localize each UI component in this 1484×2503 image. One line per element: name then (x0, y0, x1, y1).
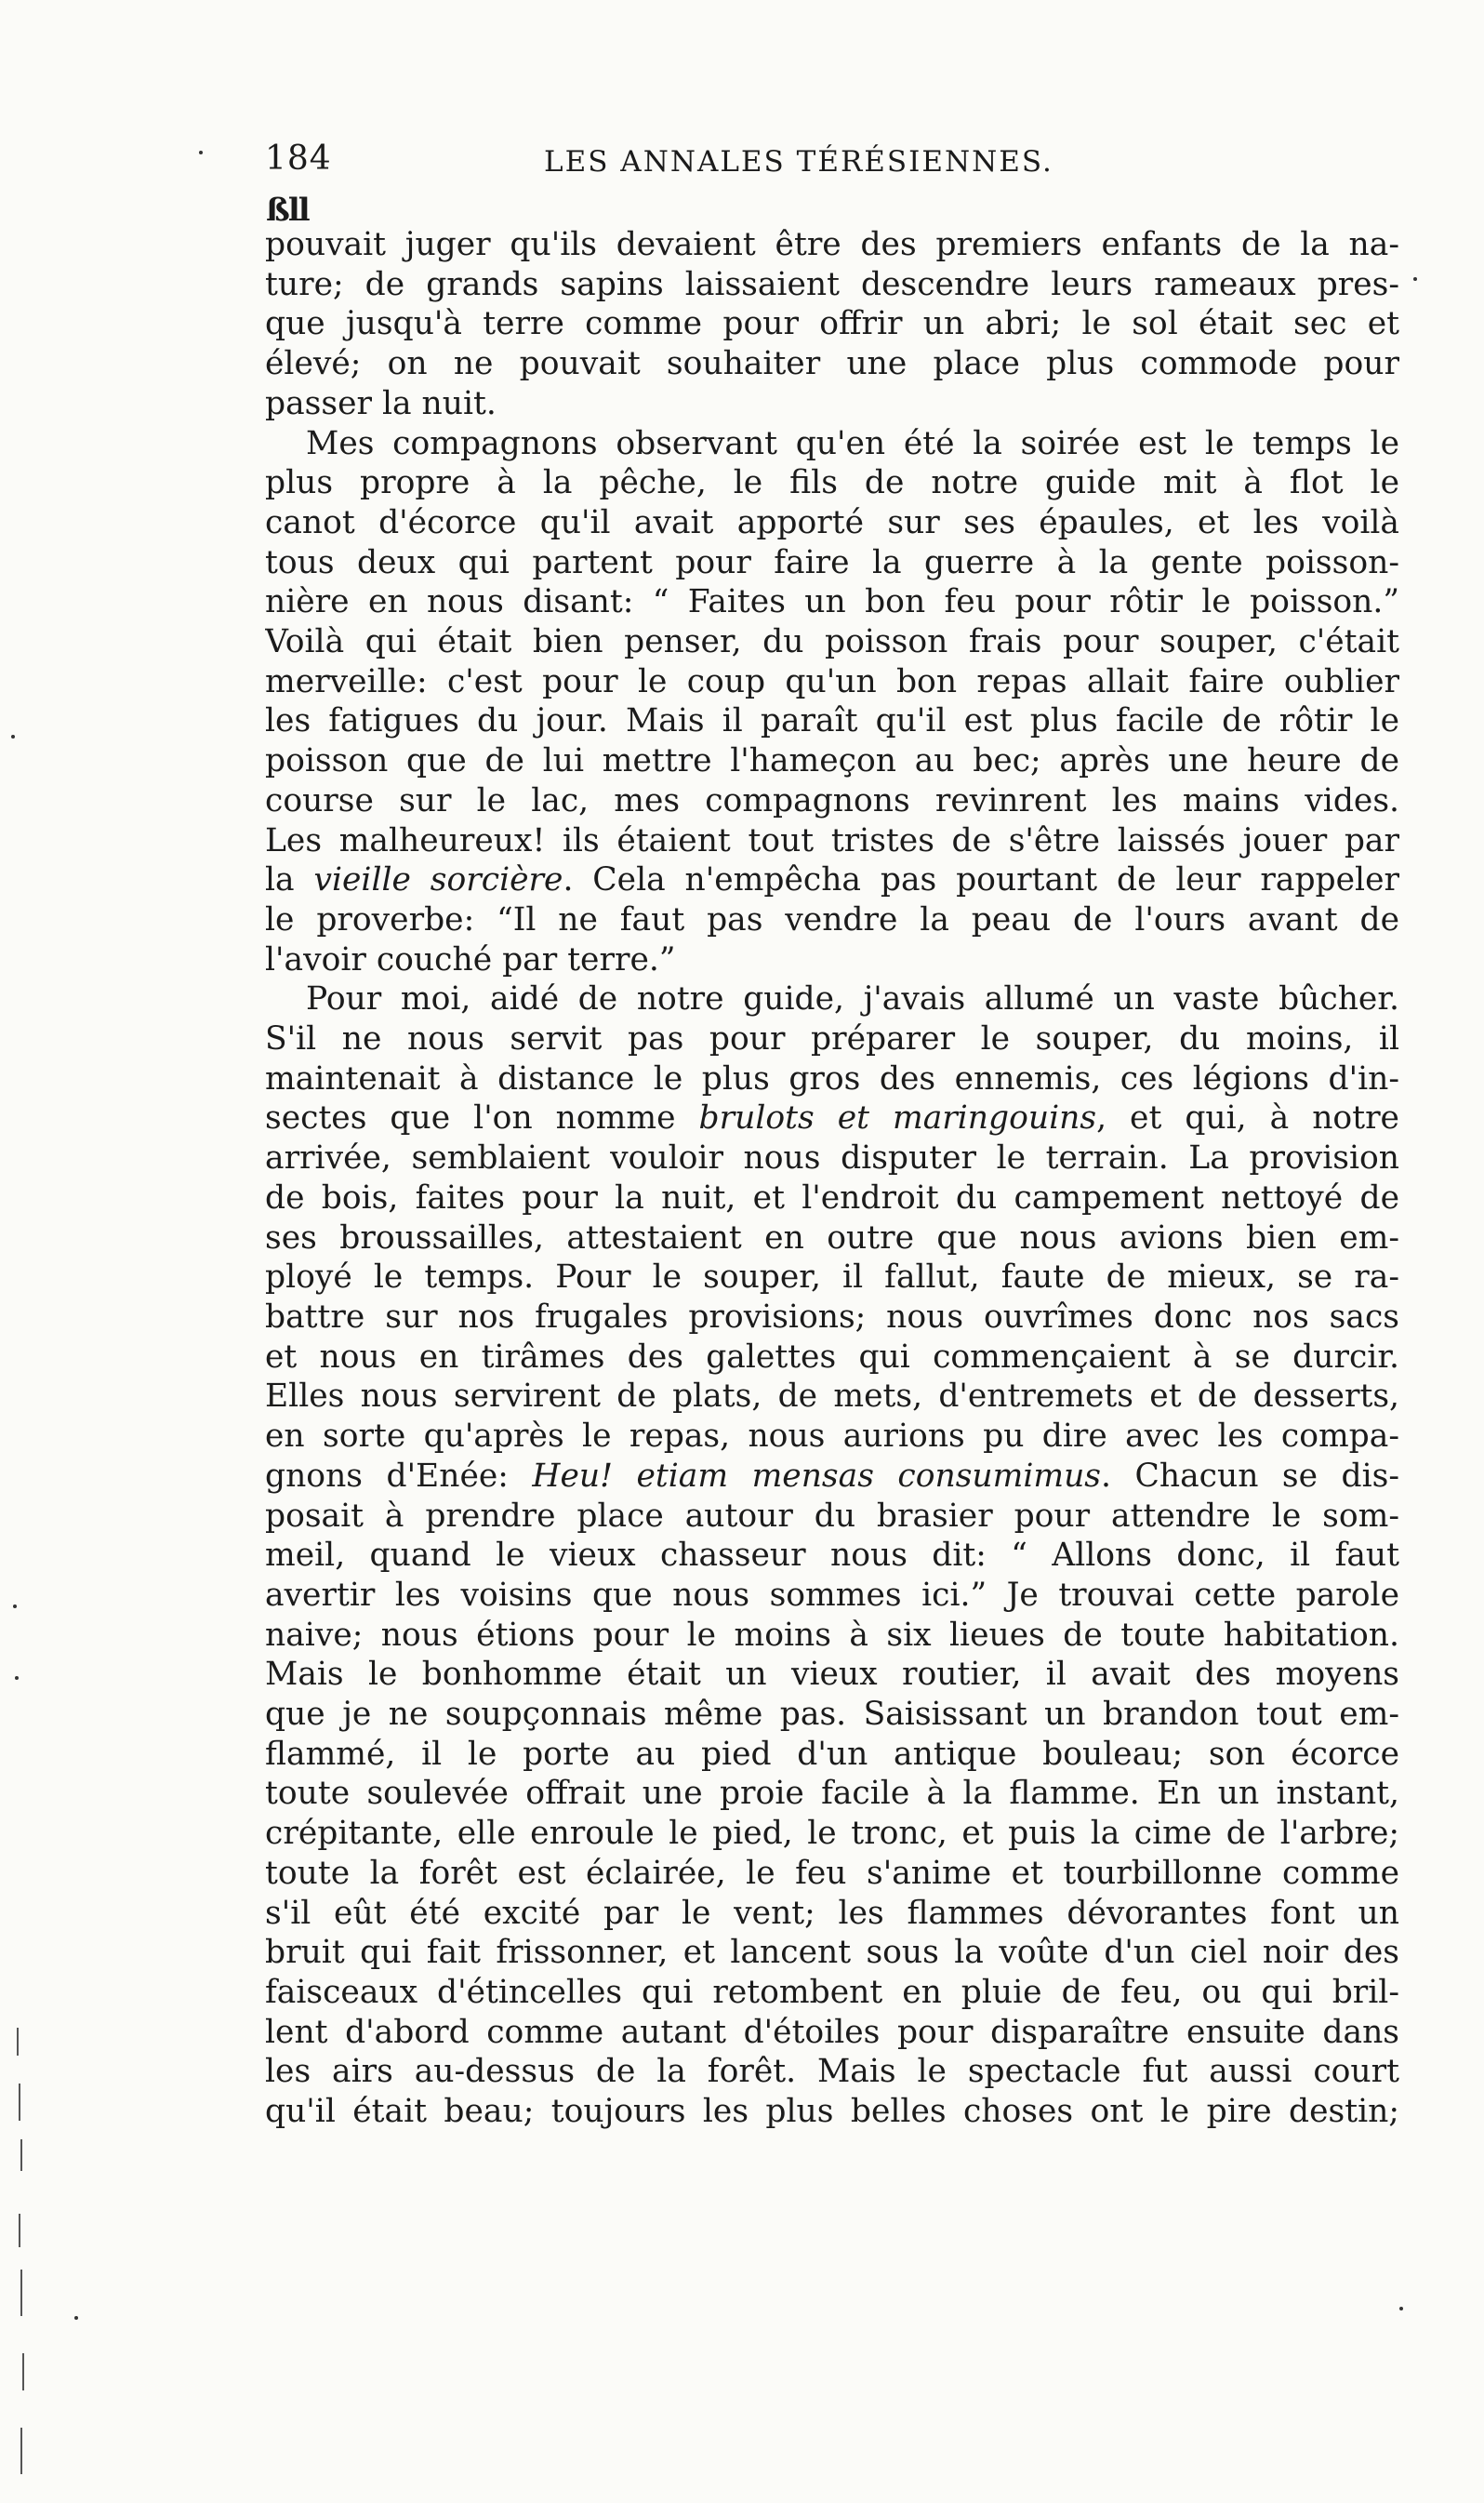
margin-mark (20, 2270, 22, 2316)
text-line: faisceaux d'étincelles qui retombent en pluie de feu, ou qui bril- (265, 1973, 1399, 2011)
text-line: Les malheureux! ils étaient tout tristes de s'être laissés jouer par (265, 821, 1399, 859)
italic-phrase: Heu! etiam mensas consumimus (532, 1457, 1102, 1495)
text-line: le proverbe: “Il ne faut pas vendre la peau de l'ours avant de (265, 900, 1399, 939)
text-line: arrivée, semblaient vouloir nous disputer le terrain. La provision (265, 1139, 1399, 1178)
text-line: flammé, il le porte au pied d'un antique bouleau; son écorce (265, 1735, 1399, 1773)
margin-mark (20, 2139, 22, 2171)
text-line: élevé; on ne pouvait souhaiter une place plus commode pour (265, 345, 1399, 383)
italic-phrase: vieille sorcière (313, 861, 563, 899)
text-line: meil, quand le vieux chasseur nous dit: “ Allons donc, il faut (265, 1537, 1399, 1575)
scan-speck (15, 1676, 19, 1680)
text-line: toute la forêt est éclairée, le feu s'anime et tourbillonne comme (265, 1854, 1399, 1892)
text-line: nière en nous disant: “ Faites un bon feu pour rôtir le poisson.” (265, 583, 1399, 621)
text-line: course sur le lac, mes compagnons revinrent les mains vides. (265, 781, 1399, 819)
text-line (265, 1098, 1399, 1138)
text-line: tous deux qui partent pour faire la guerre à la gente poisson- (265, 543, 1399, 581)
scan-speck (11, 735, 15, 739)
text-line: lent d'abord comme autant d'étoiles pour disparaître ensuite dans (265, 2013, 1399, 2051)
text-line: passer la nuit. (265, 384, 497, 422)
margin-mark (20, 2428, 22, 2474)
text-line: et nous en tirâmes des galettes qui commençaient à se durcir. (265, 1338, 1399, 1376)
text-line: battre sur nos frugales provisions; nous ouvrîmes donc nos sacs (265, 1298, 1399, 1336)
text-segment: . Chacun se dis- (1101, 1457, 1399, 1495)
text-line: s'il eût été excité par le vent; les flammes dévorantes font un (265, 1894, 1399, 1932)
italic-phrase: brulots et maringouins (698, 1099, 1097, 1138)
text-line: ture; de grands sapins laissaient descendre leurs rameaux pres- (265, 265, 1399, 303)
text-line: posait à prendre place autour du brasier pour attendre le som- (265, 1497, 1399, 1535)
text-segment: gnons d'Enée: (265, 1457, 533, 1495)
scan-speck (13, 1604, 17, 1608)
margin-mark (19, 2214, 20, 2247)
text-line: canot d'écorce qu'il avait apporté sur ses épaules, et les voilà (265, 503, 1399, 541)
text-segment: . Cela n'empêcha pas pourtant de leur rappeler (563, 861, 1399, 899)
text-line: crépitante, elle enroule le pied, le tronc, et puis la cime de l'arbre; (265, 1815, 1399, 1853)
text-line: merveille: c'est pour le coup qu'un bon repas allait faire oublier (265, 662, 1399, 700)
text-line: maintenait à distance le plus gros des ennemis, ces légions d'in- (265, 1059, 1399, 1098)
scan-speck (199, 151, 203, 154)
text-line: ployé le temps. Pour le souper, il fallut, faute de mieux, se ra- (265, 1258, 1399, 1297)
text-line: les airs au-dessus de la forêt. Mais le spectacle fut aussi court (265, 2053, 1399, 2091)
margin-mark (19, 2084, 20, 2121)
text-line: pouvait juger qu'ils devaient être des premiers enfants de la na- (265, 226, 1399, 263)
text-line: les fatigues du jour. Mais il paraît qu'il est plus facile de rôtir le (265, 702, 1399, 740)
text-line: toute soulevée offrait une proie facile à la flamme. En un instant, (265, 1775, 1399, 1813)
running-title: LES ANNALES TÉRÉSIENNES. (544, 145, 1053, 179)
ornament-mark: ßll (266, 192, 309, 229)
text-segment: sectes que l'on nomme (265, 1099, 699, 1138)
text-line: S'il ne nous servit pas pour préparer le souper, du moins, il (265, 1020, 1399, 1058)
text-line: avertir les voisins que nous sommes ici.” Je trouvai cette parole (265, 1576, 1399, 1614)
page-number: 184 (265, 140, 332, 178)
text-line: poisson que de lui mettre l'hameçon au bec; après une heure de (265, 742, 1399, 780)
text-line: de bois, faites pour la nuit, et l'endroit du campement nettoyé de (265, 1178, 1399, 1217)
text-line: Elles nous servirent de plats, de mets, d'entremets et de desserts, (265, 1378, 1399, 1416)
text-segment: , et qui, à notre (1096, 1099, 1399, 1138)
text-line: Mais le bonhomme était un vieux routier, il avait des moyens (265, 1656, 1399, 1694)
text-line: Pour moi, aidé de notre guide, j'avais allumé un vaste bûcher. (306, 980, 1399, 1019)
text-line: que jusqu'à terre comme pour offrir un abri; le sol était sec et (265, 305, 1399, 343)
margin-mark (22, 2353, 24, 2390)
margin-mark (17, 2028, 19, 2056)
text-segment: la (265, 861, 314, 899)
text-line: l'avoir couché par terre.” (265, 940, 676, 979)
text-line: Voilà qui était bien penser, du poisson frais pour souper, c'était (265, 623, 1399, 661)
text-line: Mes compagnons observant qu'en été la soirée est le temps le (306, 424, 1399, 462)
page-header (265, 140, 1395, 195)
text-line (265, 1457, 1399, 1497)
text-line: qu'il était beau; toujours les plus belles choses ont le pire destin; (265, 2093, 1399, 2131)
text-line: ses broussailles, attestaient en outre que nous avions bien em- (265, 1218, 1399, 1257)
text-line: bruit qui fait frissonner, et lancent sous la voûte d'un ciel noir des (265, 1934, 1399, 1972)
text-line: que je ne soupçonnais même pas. Saisissant un brandon tout em- (265, 1696, 1399, 1734)
text-line: naive; nous étions pour le moins à six lieues de toute habitation. (265, 1616, 1399, 1654)
scan-speck (1413, 277, 1417, 281)
text-line: plus propre à la pêche, le fils de notre guide mit à flot le (265, 464, 1399, 502)
text-line (265, 860, 1399, 900)
scan-speck (74, 2316, 78, 2320)
scan-speck (1399, 2307, 1403, 2310)
body-text (265, 225, 1399, 2132)
text-line: en sorte qu'après le repas, nous aurions pu dire avec les compa- (265, 1418, 1399, 1456)
